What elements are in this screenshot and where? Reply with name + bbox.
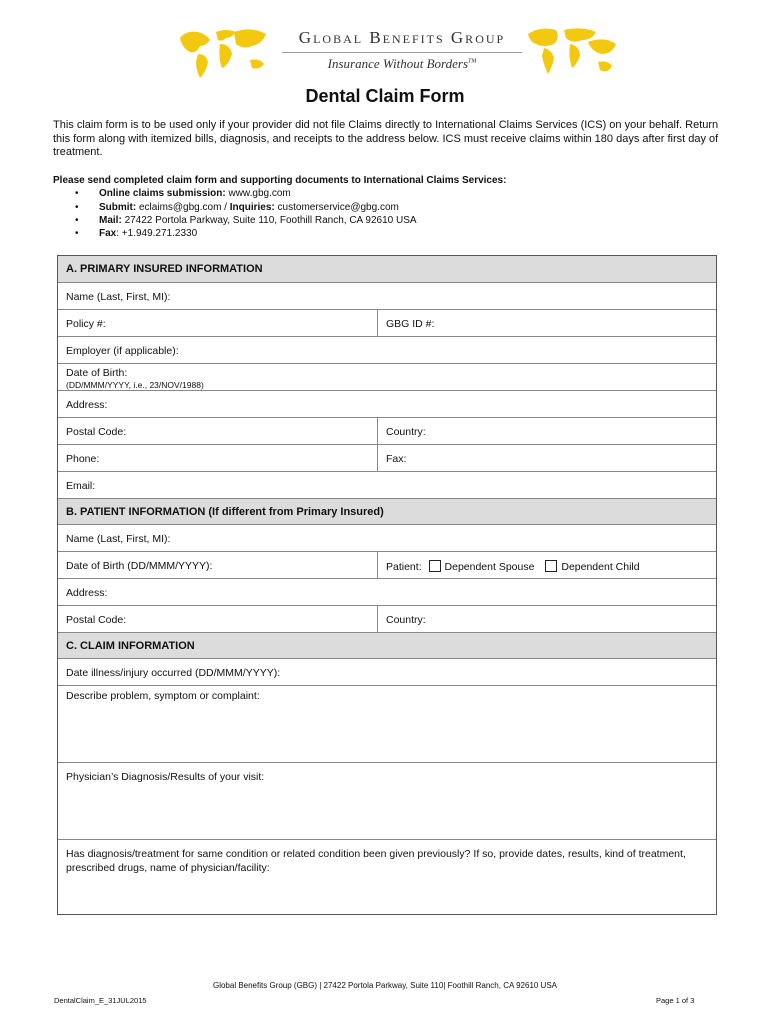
insured-country-field[interactable]: Country: [386, 426, 426, 438]
table-row [58, 839, 716, 914]
table-row [58, 471, 716, 498]
patient-relationship [378, 552, 718, 578]
insured-phone-field[interactable]: Phone: [58, 445, 378, 471]
table-row [58, 444, 716, 471]
form-identifier: DentalClaim_E_31JUL2015 [54, 996, 147, 1005]
section-a-header: A. PRIMARY INSURED INFORMATION [58, 256, 716, 282]
world-map-logo-icon [176, 24, 268, 80]
dob-format-hint: (DD/MMM/YYYY, i.e., 23/NOV/1988) [66, 380, 204, 390]
table-row [58, 390, 716, 417]
list-item: • Submit: eclaims@gbg.com / Inquiries: customerservice@gbg.com [53, 201, 723, 214]
table-row [58, 658, 716, 685]
patient-address-field[interactable]: Address: [66, 587, 108, 599]
header [0, 22, 770, 82]
list-item: • Mail: 27422 Portola Parkway, Suite 110, Foothill Ranch, CA 92610 USA [53, 214, 723, 227]
gbg-id-field[interactable]: GBG ID #: [386, 318, 435, 330]
submission-list [53, 187, 723, 240]
insured-dob-field[interactable] [58, 364, 716, 390]
footer-address: Global Benefits Group (GBG) | 27422 Portola Parkway, Suite 110| Foothill Ranch, CA 92610 USA [212, 981, 558, 990]
patient-postal-code-field[interactable]: Postal Code: [58, 606, 378, 632]
dob-label: Date of Birth: [66, 367, 128, 379]
section-b-header: B. PATIENT INFORMATION (If different from Primary Insured) [58, 498, 716, 524]
table-row [58, 551, 716, 578]
dependent-child-checkbox[interactable] [545, 560, 557, 572]
table-row [58, 762, 716, 839]
world-map-logo-icon [526, 24, 618, 80]
insured-email-field[interactable]: Email: [66, 480, 96, 492]
table-row [58, 417, 716, 444]
dependent-child-label: Dependent Child [561, 561, 640, 573]
page-title: Dental Claim Form [305, 86, 465, 106]
diagnosis-field[interactable]: Physician’s Diagnosis/Results of your visit: [66, 771, 265, 783]
brand-block [282, 28, 522, 72]
dependent-spouse-label: Dependent Spouse [444, 561, 535, 573]
table-row [58, 309, 716, 336]
insured-name-field[interactable]: Name (Last, First, MI): [66, 291, 171, 303]
table-row [58, 578, 716, 605]
list-item: • Fax: +1.949.271.2330 [53, 227, 723, 240]
injury-date-field[interactable]: Date illness/injury occurred (DD/MMM/YYYY): [66, 667, 281, 679]
brand-divider [282, 52, 522, 53]
patient-name-field[interactable]: Name (Last, First, MI): [66, 533, 171, 545]
page-number: Page 1 of 3 [656, 996, 695, 1005]
patient-dob-field[interactable]: Date of Birth (DD/MMM/YYYY): [58, 552, 378, 578]
section-c-header: C. CLAIM INFORMATION [58, 632, 716, 658]
complaint-description-field[interactable]: Describe problem, symptom or complaint: [66, 690, 260, 702]
patient-country-field[interactable]: Country: [386, 614, 426, 626]
dependent-spouse-checkbox[interactable] [429, 560, 441, 572]
submission-instructions [53, 174, 723, 240]
table-row [58, 282, 716, 309]
brand-name: Global Benefits Group [298, 28, 506, 47]
insured-fax-field[interactable]: Fax: [386, 453, 407, 465]
table-row [58, 524, 716, 551]
previous-treatment-field[interactable]: Has diagnosis/treatment for same condition or related condition been given previously? If so, provide dates, results, kind of treatment, prescribed drugs, name of physician/facility: [66, 848, 686, 874]
policy-number-field[interactable]: Policy #: [58, 310, 378, 336]
insured-postal-code-field[interactable]: Postal Code: [58, 418, 378, 444]
table-row [58, 605, 716, 632]
submission-lead: Please send completed claim form and supporting documents to International Claims Services: [53, 175, 507, 186]
table-row [58, 685, 716, 762]
list-item: • Online claims submission: www.gbg.com [53, 187, 723, 200]
brand-tagline: Insurance Without Borders™ [327, 56, 477, 71]
insured-address-field[interactable]: Address: [66, 399, 108, 411]
intro-paragraph: This claim form is to be used only if your provider did not file Claims directly to International Claims Services (ICS) on your behalf. Return this form along with itemized bills, diagnosis, and receipts to the address below. ICS must receive claims within 180 days after first day of treatment. [53, 119, 719, 158]
table-row [58, 336, 716, 363]
employer-field[interactable]: Employer (if applicable): [66, 345, 179, 357]
patient-relationship-label: Patient: [386, 561, 422, 573]
table-row [58, 363, 716, 390]
claim-form-table [57, 255, 717, 915]
